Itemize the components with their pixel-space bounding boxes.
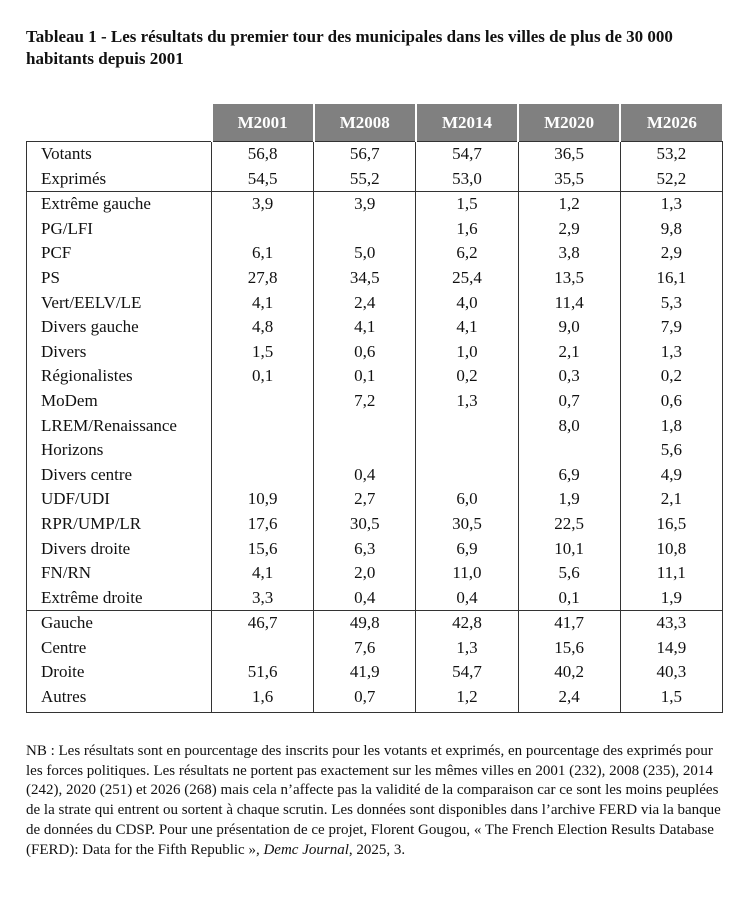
value-cell: 5,6 [620, 438, 722, 463]
table-header [27, 104, 723, 142]
value-cell: 11,4 [518, 291, 620, 316]
row-label: PCF [27, 241, 212, 266]
table-row [27, 291, 723, 316]
table-row [27, 463, 723, 488]
value-cell: 42,8 [416, 611, 518, 636]
value-cell: 1,0 [416, 340, 518, 365]
value-cell: 54,7 [416, 660, 518, 685]
value-cell: 35,5 [518, 167, 620, 192]
column-header: M2026 [620, 104, 722, 142]
value-cell: 3,9 [212, 192, 314, 217]
value-cell: 4,8 [212, 315, 314, 340]
row-group [27, 192, 723, 611]
value-cell: 5,3 [620, 291, 722, 316]
value-cell: 2,4 [518, 685, 620, 712]
value-cell: 22,5 [518, 512, 620, 537]
value-cell: 54,5 [212, 167, 314, 192]
row-label: LREM/Renaissance [27, 414, 212, 439]
table-row [27, 364, 723, 389]
value-cell [212, 414, 314, 439]
value-cell: 0,1 [518, 586, 620, 611]
value-cell: 52,2 [620, 167, 722, 192]
value-cell: 1,5 [416, 192, 518, 217]
value-cell: 6,1 [212, 241, 314, 266]
value-cell: 1,2 [416, 685, 518, 712]
value-cell: 9,0 [518, 315, 620, 340]
value-cell: 56,8 [212, 142, 314, 167]
value-cell: 0,1 [212, 364, 314, 389]
value-cell: 6,3 [314, 537, 416, 562]
value-cell: 7,6 [314, 636, 416, 661]
table-row [27, 241, 723, 266]
row-label: PG/LFI [27, 217, 212, 242]
value-cell: 8,0 [518, 414, 620, 439]
value-cell: 30,5 [314, 512, 416, 537]
row-label: Extrême droite [27, 586, 212, 611]
value-cell: 15,6 [518, 636, 620, 661]
value-cell: 1,5 [620, 685, 722, 712]
value-cell: 2,7 [314, 487, 416, 512]
column-header: M2020 [518, 104, 620, 142]
value-cell: 10,1 [518, 537, 620, 562]
value-cell: 14,9 [620, 636, 722, 661]
row-label: Divers gauche [27, 315, 212, 340]
table-row [27, 192, 723, 217]
value-cell: 10,8 [620, 537, 722, 562]
table-row [27, 611, 723, 636]
table-row [27, 438, 723, 463]
row-label: Divers droite [27, 537, 212, 562]
value-cell: 0,6 [620, 389, 722, 414]
value-cell: 3,3 [212, 586, 314, 611]
value-cell: 7,9 [620, 315, 722, 340]
row-label: Autres [27, 685, 212, 712]
table-row [27, 340, 723, 365]
value-cell: 0,4 [314, 463, 416, 488]
value-cell: 0,6 [314, 340, 416, 365]
value-cell: 1,6 [212, 685, 314, 712]
value-cell [416, 414, 518, 439]
row-label: PS [27, 266, 212, 291]
header-corner [27, 104, 212, 142]
value-cell: 6,0 [416, 487, 518, 512]
value-cell [212, 438, 314, 463]
value-cell: 10,9 [212, 487, 314, 512]
table-row [27, 660, 723, 685]
value-cell: 1,8 [620, 414, 722, 439]
value-cell [314, 217, 416, 242]
row-label: Exprimés [27, 167, 212, 192]
table-row [27, 414, 723, 439]
value-cell: 16,5 [620, 512, 722, 537]
row-label: Centre [27, 636, 212, 661]
value-cell: 1,6 [416, 217, 518, 242]
table-row [27, 561, 723, 586]
value-cell: 9,8 [620, 217, 722, 242]
footnote-tail: , 2025, 3. [348, 841, 406, 858]
value-cell: 3,8 [518, 241, 620, 266]
value-cell: 56,7 [314, 142, 416, 167]
column-header: M2001 [212, 104, 314, 142]
value-cell: 49,8 [314, 611, 416, 636]
value-cell [314, 414, 416, 439]
table-row [27, 142, 723, 167]
value-cell: 5,0 [314, 241, 416, 266]
row-label: Divers centre [27, 463, 212, 488]
value-cell: 2,1 [620, 487, 722, 512]
row-label: UDF/UDI [27, 487, 212, 512]
footnote [26, 742, 726, 860]
value-cell [212, 389, 314, 414]
value-cell: 53,0 [416, 167, 518, 192]
value-cell: 43,3 [620, 611, 722, 636]
value-cell [212, 217, 314, 242]
value-cell [314, 438, 416, 463]
value-cell: 34,5 [314, 266, 416, 291]
value-cell: 1,9 [620, 586, 722, 611]
value-cell: 0,4 [314, 586, 416, 611]
value-cell: 4,9 [620, 463, 722, 488]
value-cell: 1,3 [620, 340, 722, 365]
value-cell [416, 463, 518, 488]
value-cell: 1,3 [416, 389, 518, 414]
value-cell [416, 438, 518, 463]
value-cell: 41,9 [314, 660, 416, 685]
value-cell: 6,2 [416, 241, 518, 266]
value-cell: 7,2 [314, 389, 416, 414]
value-cell: 41,7 [518, 611, 620, 636]
value-cell: 1,9 [518, 487, 620, 512]
table-row [27, 636, 723, 661]
value-cell: 4,1 [212, 291, 314, 316]
value-cell: 1,3 [416, 636, 518, 661]
value-cell: 4,1 [416, 315, 518, 340]
value-cell: 4,1 [212, 561, 314, 586]
value-cell: 0,4 [416, 586, 518, 611]
row-label: Gauche [27, 611, 212, 636]
row-label: FN/RN [27, 561, 212, 586]
footnote-journal: Demc Journal [263, 841, 349, 858]
row-label: Droite [27, 660, 212, 685]
value-cell [518, 438, 620, 463]
column-header: M2008 [314, 104, 416, 142]
table-row [27, 266, 723, 291]
value-cell [212, 636, 314, 661]
row-group [27, 611, 723, 712]
value-cell: 4,0 [416, 291, 518, 316]
table-row [27, 512, 723, 537]
value-cell: 6,9 [518, 463, 620, 488]
value-cell: 2,4 [314, 291, 416, 316]
value-cell: 0,2 [620, 364, 722, 389]
value-cell: 11,0 [416, 561, 518, 586]
row-label: Vert/EELV/LE [27, 291, 212, 316]
value-cell: 2,9 [620, 241, 722, 266]
value-cell: 2,1 [518, 340, 620, 365]
column-header: M2014 [416, 104, 518, 142]
value-cell: 0,2 [416, 364, 518, 389]
value-cell [212, 463, 314, 488]
footnote-text: NB : Les résultats sont en pourcentage des inscrits pour les votants et exprimés, en pourcentage des exprimés pour les forces politiques. Les résultats ne portent pas exactement sur les mêmes villes en 2001 (232), 2008 (235), 2014 (242), 2020 (251) et 2026 (268) mais cela n’affecte pas la validité de la comparaison car ce sont les moins peuplées de la strate qui entrent ou sortent à chaque scrutin. Les données sont disponibles dans l’archive FERD via la banque de données du CDSP. Pour une présentation de ce projet, Florent Gougou, « The French Election Results Database (FERD): Data for the Fifth Republic », [26, 743, 721, 858]
value-cell: 0,7 [314, 685, 416, 712]
table-row [27, 586, 723, 611]
value-cell: 55,2 [314, 167, 416, 192]
value-cell: 36,5 [518, 142, 620, 167]
row-label: RPR/UMP/LR [27, 512, 212, 537]
value-cell: 46,7 [212, 611, 314, 636]
value-cell: 17,6 [212, 512, 314, 537]
value-cell: 1,5 [212, 340, 314, 365]
value-cell: 53,2 [620, 142, 722, 167]
value-cell: 40,2 [518, 660, 620, 685]
table-title: Tableau 1 - Les résultats du premier tour des municipales dans les villes de plus de 30 000 habitants depuis 2001 [26, 27, 673, 68]
row-label: MoDem [27, 389, 212, 414]
value-cell: 1,3 [620, 192, 722, 217]
value-cell: 3,9 [314, 192, 416, 217]
table-row [27, 487, 723, 512]
value-cell: 25,4 [416, 266, 518, 291]
table-row [27, 217, 723, 242]
value-cell: 11,1 [620, 561, 722, 586]
value-cell: 51,6 [212, 660, 314, 685]
value-cell: 13,5 [518, 266, 620, 291]
value-cell: 40,3 [620, 660, 722, 685]
value-cell: 16,1 [620, 266, 722, 291]
value-cell: 6,9 [416, 537, 518, 562]
value-cell: 0,1 [314, 364, 416, 389]
row-group [27, 142, 723, 192]
table-row [27, 389, 723, 414]
value-cell: 15,6 [212, 537, 314, 562]
table-row [27, 537, 723, 562]
table-row [27, 685, 723, 712]
table-row [27, 315, 723, 340]
value-cell: 30,5 [416, 512, 518, 537]
value-cell: 1,2 [518, 192, 620, 217]
row-label: Extrême gauche [27, 192, 212, 217]
value-cell: 4,1 [314, 315, 416, 340]
value-cell: 54,7 [416, 142, 518, 167]
value-cell: 0,7 [518, 389, 620, 414]
value-cell: 2,0 [314, 561, 416, 586]
row-label: Votants [27, 142, 212, 167]
value-cell: 0,3 [518, 364, 620, 389]
row-label: Régionalistes [27, 364, 212, 389]
value-cell: 2,9 [518, 217, 620, 242]
table-row [27, 167, 723, 192]
row-label: Horizons [27, 438, 212, 463]
value-cell: 27,8 [212, 266, 314, 291]
value-cell: 5,6 [518, 561, 620, 586]
results-table [26, 104, 723, 713]
row-label: Divers [27, 340, 212, 365]
header-row [27, 104, 723, 142]
